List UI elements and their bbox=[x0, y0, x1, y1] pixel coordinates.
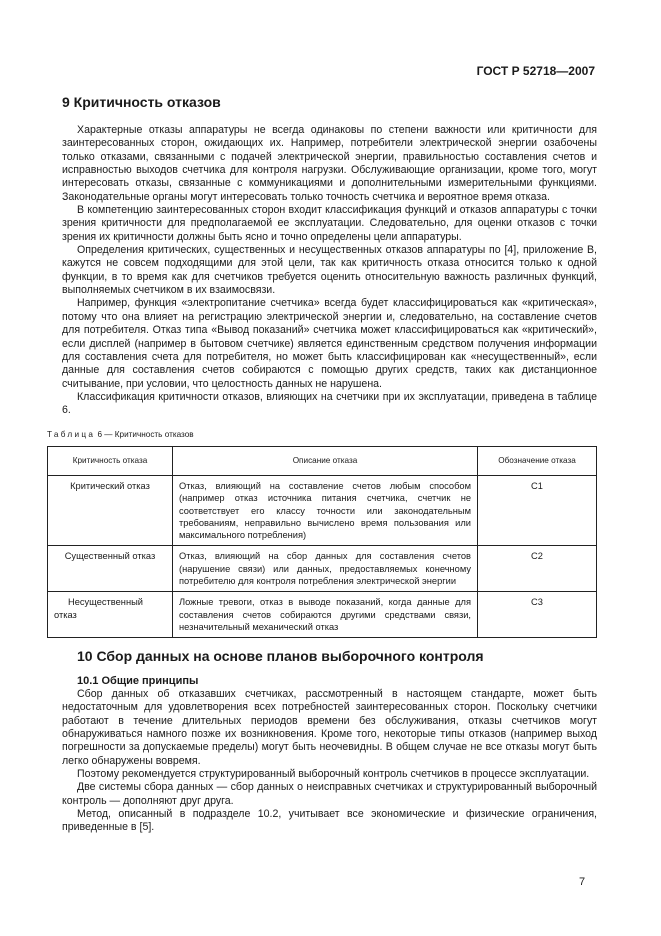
paragraph: В компетенцию заинтересованных сторон входит классификация функций и отказов аппаратуры с точки зрения критичности для предполагаемой ее эксплуатации. Следовательно, для оценки отказов с точки зрения их критичности должны быть ясно и точно определены цели аппаратуры. bbox=[62, 204, 597, 243]
section-9-title: 9 Критичность отказов bbox=[62, 94, 221, 110]
paragraph: Две системы сбора данных — сбор данных о неисправных счетчиках и структурированный выборочный контроль — дополняют друг друга. bbox=[62, 781, 597, 807]
code-cell: C2 bbox=[478, 546, 597, 592]
description-cell: Отказ, влияющий на сбор данных для составления счетов (нарушение связи) или данных, предоставляемых конечному потребителю для контроля потребления электрической энергии bbox=[173, 546, 478, 592]
document-id: ГОСТ Р 52718—2007 bbox=[476, 64, 595, 78]
table-header-row bbox=[48, 447, 597, 476]
code-cell: C1 bbox=[478, 476, 597, 546]
table-row bbox=[48, 546, 597, 592]
column-header: Описание отказа bbox=[173, 447, 478, 476]
section-10-body bbox=[62, 688, 597, 835]
column-header: Обозначение отказа bbox=[478, 447, 597, 476]
description-cell: Отказ, влияющий на составление счетов любым способом (например отказ источника питания счетчика, счетчик не соответствует его классу точности или законодательным требованиям, неправильно вычислено время пользования или максимального потребления) bbox=[173, 476, 478, 546]
table-row bbox=[48, 592, 597, 638]
paragraph: Метод, описанный в подразделе 10.2, учитывает все экономические и физические ограничения, приведенные в [5]. bbox=[62, 808, 597, 834]
column-header: Критичность отказа bbox=[48, 447, 173, 476]
page-number: 7 bbox=[579, 876, 586, 888]
code-cell: C3 bbox=[478, 592, 597, 638]
paragraph: Определения критических, существенных и несущественных отказов аппаратуры по [4], приложение В, кажутся не совсем подходящими для этой цели, так как критичность отказа относится только к одной функции, в то время как для счетчиков требуется оценить относительную важность различных функций, выполняемых счетчиком в их взаимосвязи. bbox=[62, 244, 597, 297]
criticality-table bbox=[47, 446, 597, 638]
paragraph: Например, функция «электропитание счетчика» всегда будет классифицироваться как «критическая», потому что она влияет на регистрацию электрической энергии и, следовательно, на составление счетов для потребителя. Отказ типа «Вывод показаний» счетчика может классифицироваться как «критический», если дисплей (например в бытовом счетчике) является единственным средством получения информации для составления счета для потребителя, но может быть классифицирован как «несущественный», если данные для составления счетов собираются с помощью других средств, таких как дистанционное считывание, при условии, что целостность данных не нарушена. bbox=[62, 297, 597, 390]
paragraph: Характерные отказы аппаратуры не всегда одинаковы по степени важности или критичности для заинтересованных сторон, ожидающих их. Например, потребители электрической энергии озабочены только отказами, связанными с подачей электрической энергии, правильностью составления счетов и исправностью выходов счетчика для контроля нагрузки. Обслуживающие организации, кроме того, могут интересовать отказы, связанные с коммуникациями и дополнительными измерительными функциями. Законодательные органы могут интересовать только точность счетчика и вероятное время отказа. bbox=[62, 124, 597, 203]
section-9-body bbox=[62, 124, 597, 418]
table-row bbox=[48, 476, 597, 546]
criticality-cell: Существенный отказ bbox=[48, 546, 173, 592]
subsection-10-1-title: 10.1 Общие принципы bbox=[77, 675, 199, 687]
paragraph: Сбор данных об отказавших счетчиках, рассмотренный в настоящем стандарте, может быть недостаточным для удовлетворения всех потребностей заинтересованных сторон. Поскольку счетчики работают в течение длительных периодов времени без обслуживания, отказы счетчиков могут обнаруживаться намного позже их возникновения. Кроме того, некоторые типы отказов (например выход погрешности за допускаемые пределы) могут быть неочевидны. В общем случае не все отказы могут быть легко обнаружены вовремя. bbox=[62, 688, 597, 767]
paragraph: Поэтому рекомендуется структурированный выборочный контроль счетчиков в процессе эксплуатации. bbox=[77, 768, 590, 781]
table-caption bbox=[47, 430, 194, 439]
section-10-title: 10 Сбор данных на основе планов выборочного контроля bbox=[77, 648, 484, 664]
caption-text: 6 — Критичность отказов bbox=[95, 430, 194, 439]
description-cell: Ложные тревоги, отказ в выводе показаний, когда данные для составления счетов собираются другими средствами связи, незначительный механический отказ bbox=[173, 592, 478, 638]
paragraph: Классификация критичности отказов, влияющих на счетчики при их эксплуатации, приведена в таблице 6. bbox=[62, 390, 597, 417]
criticality-cell: Несущественный отказ bbox=[48, 592, 173, 638]
caption-label: Таблица bbox=[47, 430, 96, 439]
criticality-cell: Критический отказ bbox=[48, 476, 173, 546]
